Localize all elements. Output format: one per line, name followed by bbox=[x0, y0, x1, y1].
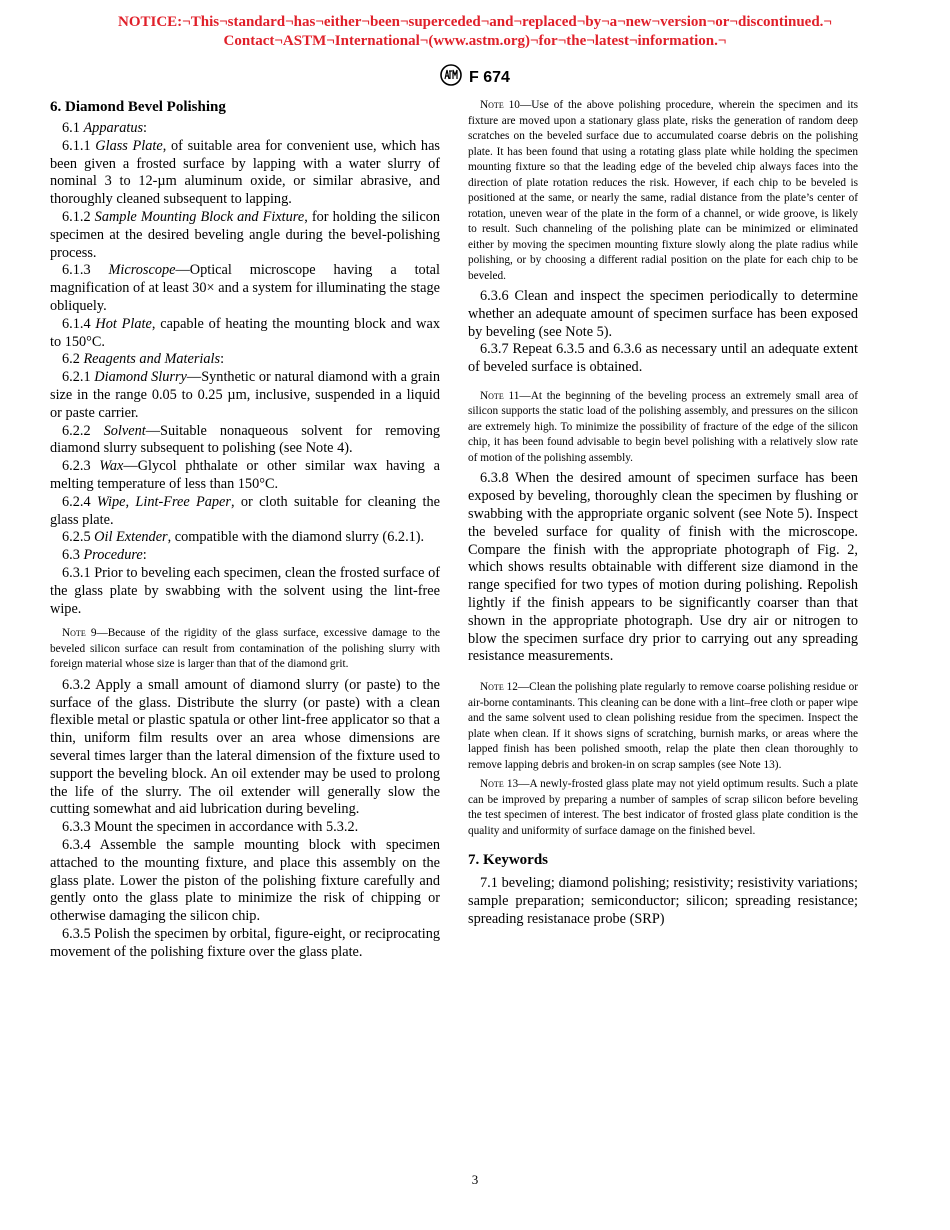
section-6-2-3: 6.2.3 Wax—Glycol phthalate or other similar wax having a melting temperature of less than 150°C. bbox=[50, 458, 440, 492]
note-12: Note 12—Clean the polishing plate regularly to remove coarse polishing residue or air-borne contaminants. This cleaning can be done with a lint–free cloth or paper wipe and the same solvent used to clean polishing residue from the specimen. Inspect the plate when clean. If it shows signs of scratching, burnish marks, or areas where the lapped finish has been polished smooth, relap the plate then clean thoroughly to remove lapping debris and broken-in on scrap samples (see Note 13). bbox=[468, 681, 859, 771]
section-6-3: 6.3 Procedure: bbox=[62, 547, 147, 564]
section-7-1: 7.1 beveling; diamond polishing; resistivity; resistivity variations; sample preparation; semiconductor; silicon; spreading resistance; spreading resistanace probe (SRP) bbox=[468, 875, 858, 927]
section-6-1-3: 6.1.3 Microscope—Optical microscope having a total magnification of at least 30× and a system for illuminating the stage obliquely. bbox=[50, 262, 440, 314]
section-6-3-6: 6.3.6 Clean and inspect the specimen periodically to determine whether an adequate amount of specimen surface has been exposed by beveling (see Note 5). bbox=[468, 288, 858, 340]
section-6-3-2: 6.3.2 Apply a small amount of diamond slurry (or paste) to the surface of the glass. Distribute the slurry (or paste) with a clean flexible metal or plastic spatula or other lint-free applicator so that a thin, uniform film results over an area whose dimensions are several times larger than the lateral dimension of the fixture used to support the beveling block. An oil extender may be used to prolong the life of the slurry. The oil extender will generally slow the cutting somewhat and aid lubrication during beveling. bbox=[50, 676, 440, 818]
section-6-3-5: 6.3.5 Polish the specimen by orbital, figure-eight, or reciprocating movement of the polishing fixture over the glass plate. bbox=[50, 925, 440, 960]
astm-logo-icon bbox=[440, 64, 462, 92]
section-6-2-5: 6.2.5 Oil Extender, compatible with the diamond slurry (6.2.1). bbox=[62, 529, 425, 546]
notice-line-2: Contact¬ASTM¬International¬(www.astm.org)¬for¬the¬latest¬information.¬ bbox=[223, 33, 727, 49]
section-6-3-8: 6.3.8 When the desired amount of specimen surface has been exposed by beveling, thoroughly clean the specimen by flushing or swabbing with the appropriate organic solvent (see Note 5). Inspect the beveled surface for quality of finish with the microscope. Compare the finish with the appropriate photograph of Fig. 2, which shows results obtainable with different size diamond in the range specified for two types of motion during polishing. Repolish lightly if the finish appears to be significantly coarser than that shown in the appropriate photograph. Use dry air or nitrogen to blow the specimen surface dry prior to carrying out any spreading resistance measurements. bbox=[468, 470, 858, 665]
section-6-2-1: 6.2.1 Diamond Slurry—Synthetic or natural diamond with a grain size in the range 0.05 to 0.25 µm, inclusive, suspended in a liquid or paste carrier. bbox=[50, 369, 440, 421]
note-10: Note 10—Use of the above polishing procedure, wherein the specimen and its fixture are moved upon a stationary glass plate, risks the generation of random deep scratches on the beveled surface due to accumulated coarse debris on the polishing plate. It has been found that using a rotating glass plate while holding the specimen mounting fixture so that the leading edge of the beveled chip always faces into the direction of plate rotation reduces the risk. However, if each chip to be beveled is positioned at the same, or nearly the same, radial distance from the plate’s center of rotation, uneven wear of the plate in the form of a channel, or wide groove, is likely to result. Such channeling of the polishing plate can be minimized or eliminated either by moving the specimen mounting fixture slowly along the plate radius while polishing, or by choosing a different radial position on the plate for each chip to be beveled. bbox=[468, 99, 858, 282]
section-6-1-4: 6.1.4 Hot Plate, capable of heating the mounting block and wax to 150°C. bbox=[50, 315, 441, 350]
section-6-2-2: 6.2.2 Solvent—Suitable nonaqueous solvent for removing diamond slurry subsequent to polishing (see Note 4). bbox=[50, 422, 440, 457]
note-13: Note 13—A newly-frosted glass plate may not yield optimum results. Such a plate can be improved by preparing a number of samples of scrap silicon before beveling the test specimen of interest. The best indicator of frosted glass plate condition is the quality and uniformity of surface damage on the finished bevel. bbox=[468, 778, 859, 837]
section-6-2-4: 6.2.4 Wipe, Lint-Free Paper, or cloth suitable for cleaning the glass plate. bbox=[50, 493, 440, 528]
document-header bbox=[0, 64, 950, 92]
notice-line-1: NOTICE:¬This¬standard¬has¬either¬been¬superceded¬and¬replaced¬by¬a¬new¬version¬or¬discontinued.¬ bbox=[118, 14, 832, 30]
section-6-3-1: 6.3.1 Prior to beveling each specimen, clean the frosted surface of the glass plate by swabbing with the solvent using the lint-free wipe. bbox=[50, 564, 440, 617]
section-6-2: 6.2 Reagents and Materials: bbox=[62, 351, 225, 368]
section-6-3-3: 6.3.3 Mount the specimen in accordance with 5.3.2. bbox=[62, 819, 359, 836]
page-number: 3 bbox=[471, 1172, 479, 1187]
section-6-1: 6.1 Apparatus: bbox=[62, 120, 148, 136]
right-column bbox=[468, 98, 858, 929]
section-6-3-7: 6.3.7 Repeat 6.3.5 and 6.3.6 as necessary until an adequate extent of beveled surface is obtained. bbox=[468, 341, 858, 376]
section-6-1-2: 6.1.2 Sample Mounting Block and Fixture, for holding the silicon specimen at the desired beveling angle during the bevel-polishing process. bbox=[50, 208, 440, 261]
section-6-heading: 6. Diamond Bevel Polishing bbox=[50, 99, 226, 115]
section-7-heading: 7. Keywords bbox=[468, 852, 548, 869]
section-6-1-1: 6.1.1 Glass Plate, of suitable area for convenient use, which has been given a frosted surface by lapping with a water slurry of nominal 3 to 12-µm aluminum oxide, or similar abrasive, and thoroughly cleaned subsequent to lapping. bbox=[50, 137, 440, 208]
section-6-3-4: 6.3.4 Assemble the sample mounting block with specimen attached to the mounting fixture, and place this assembly on the glass plate. Lower the piston of the polishing fixture carefully and gently onto the glass plate to minimize the risk of chipping or otherwise damaging the silicon chip. bbox=[50, 836, 440, 925]
note-11: Note 11—At the beginning of the beveling process an extremely small area of silicon supports the static load of the polishing assembly, and pressures on the silicon are extremely high. To minimize the possibility of fracture of the edge of the silicon chip, it has been found advisable to begin bevel polishing with a relatively slow rate of motion of the polishing assembly. bbox=[468, 389, 858, 464]
notice-banner bbox=[0, 13, 950, 51]
left-column bbox=[50, 98, 440, 962]
designation-label: F 674 bbox=[469, 69, 510, 86]
note-9: Note 9—Because of the rigidity of the glass surface, excessive damage to the beveled silicon surface can result from contamination of the polishing slurry with foreign material whose size is larger than that of the diamond grit. bbox=[50, 627, 441, 671]
